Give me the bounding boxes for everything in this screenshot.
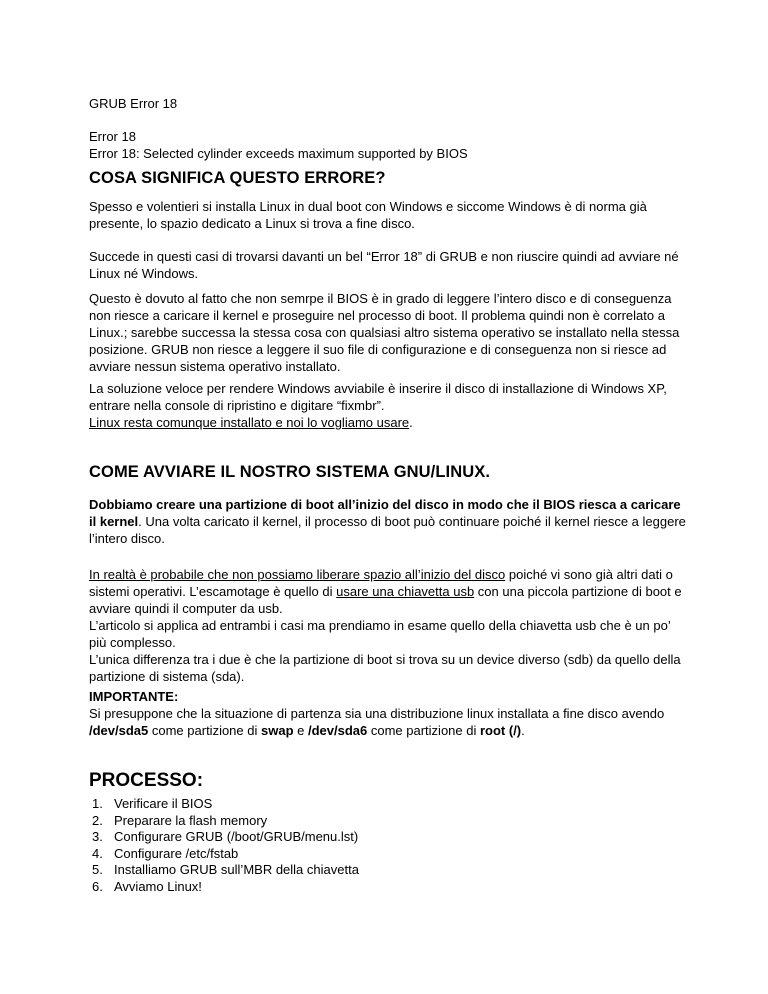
error-block <box>89 128 689 162</box>
list-item <box>89 813 359 830</box>
document-title: GRUB Error 18 <box>89 96 178 111</box>
section-heading-meaning: COSA SIGNIFICA QUESTO ERRORE? <box>89 169 386 187</box>
linux-still-installed-text: Linux resta comunque installato e noi lo vogliamo usare <box>89 415 410 430</box>
important-text: e <box>293 723 308 738</box>
error-line: Error 18 <box>89 129 136 144</box>
paragraph-create-boot-partition <box>89 496 689 547</box>
usb-approach-text: poiché vi sono già altri dati o sistemi operativi. L’escamotage è quello di <box>89 567 673 599</box>
important-text: Si presuppone che la situazione di partenza sia una distribuzione linux installata a fine disco avendo <box>89 706 665 721</box>
paragraph-bios-explanation: Questo è dovuto al fatto che non semrpe il BIOS è in grado di leggere l’intero disco e di conseguenza non riesce a caricare il kernel e proseguire nel processo di boot. Il problema quindi non è correlato a Linux.; sarebbe successa la stessa cosa con qualsiasi altro sistema operativo se installato nella stessa posizione. GRUB non riesce a leggere il suo file di configurazione e di conseguenza non si riesce ad avviare nessun sistema operativo installato. <box>89 291 680 374</box>
article-scope-text: L’articolo si applica ad entrambi i casi ma prendiamo in esame quello della chiavetta usb che è un po’ più complesso. <box>89 618 671 650</box>
list-item <box>89 862 359 879</box>
important-note <box>89 688 689 739</box>
device-difference-text: L’unica differenza tra i due è che la partizione di boot si trova su un device diverso (sdb) da quello della partizione di sistema (sda). <box>89 652 681 684</box>
important-text: come partizione di <box>367 723 480 738</box>
process-steps-list <box>89 796 359 895</box>
no-free-space-text: In realtà è probabile che non possiamo liberare spazio all’inizio del disco <box>89 567 506 582</box>
step-text: Configurare GRUB (/boot/GRUB/menu.lst) <box>114 829 359 844</box>
step-number: 4. <box>92 845 103 861</box>
step-number: 1. <box>92 796 103 811</box>
important-text: come partizione di <box>148 723 261 738</box>
paragraph-error18: Succede in questi casi di trovarsi davanti un bel “Error 18” di GRUB e non riuscire quindi ad avviare né Linux né Windows. <box>89 249 679 281</box>
paragraph-usb-approach <box>89 566 689 685</box>
section-heading-process: PROCESSO: <box>89 770 204 791</box>
error-message: Error 18: Selected cylinder exceeds maximum supported by BIOS <box>89 146 468 161</box>
step-number: 2. <box>92 812 103 828</box>
list-item <box>89 829 359 846</box>
step-text: Avviamo Linux! <box>114 878 202 894</box>
period: . <box>409 415 413 430</box>
step-number: 6. <box>92 878 103 894</box>
list-item <box>89 879 359 896</box>
swap-device: /dev/sda5 <box>89 723 149 738</box>
paragraph-quick-fix <box>89 380 689 431</box>
step-text: Installiamo GRUB sull’MBR della chiavetta <box>114 862 359 877</box>
step-number: 3. <box>92 829 103 844</box>
section-heading-boot-linux: COME AVVIARE IL NOSTRO SISTEMA GNU/LINUX. <box>89 463 491 481</box>
root-label: root (/) <box>479 723 522 738</box>
step-text: Verificare il BIOS <box>114 796 213 811</box>
use-usb-stick-text: usare una chiavetta usb <box>336 584 475 599</box>
paragraph-dual-boot: Spesso e volentieri si installa Linux in dual boot con Windows e siccome Windows è di norma già presente, lo spazio dedicato a Linux si trova a fine disco. <box>89 199 647 231</box>
list-item <box>89 796 359 813</box>
usb-boot-text: con una piccola partizione di boot e avviare quindi il computer da usb. <box>89 584 682 616</box>
root-device: /dev/sda6 <box>307 723 368 738</box>
important-text: . <box>521 723 525 738</box>
step-text: Preparare la flash memory <box>114 812 268 828</box>
important-label: IMPORTANTE: <box>89 689 179 704</box>
bold-instruction: Dobbiamo creare una partizione di boot all’inizio del disco in modo che il BIOS riesca a caricare il kernel <box>89 497 681 529</box>
step-text: Configurare /etc/fstab <box>114 845 239 861</box>
swap-label: swap <box>261 723 294 738</box>
quick-fix-text: La soluzione veloce per rendere Windows avviabile è inserire il disco di installazione di Windows XP, entrare nella console di ripristino e digitare “fixmbr”. <box>89 381 667 413</box>
list-item <box>89 846 359 863</box>
kernel-loaded-text: . Una volta caricato il kernel, il processo di boot può continuare poiché il kernel riesce a leggere l’intero disco. <box>89 514 686 546</box>
step-number: 5. <box>92 862 103 877</box>
